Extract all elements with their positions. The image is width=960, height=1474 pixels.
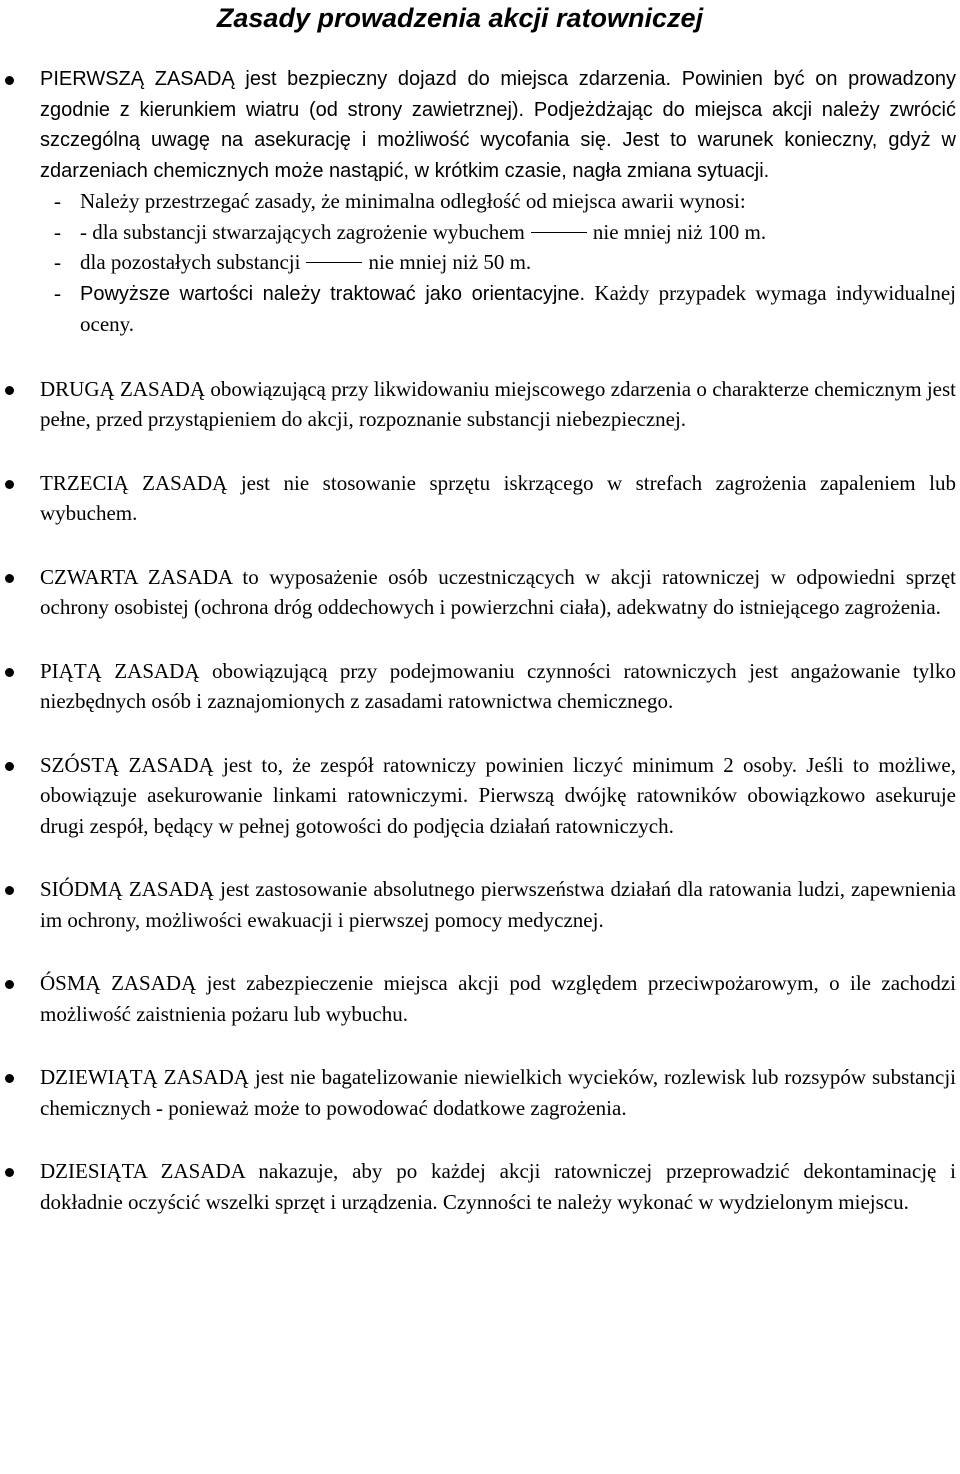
dash-marker: -	[54, 280, 61, 305]
rule-1-sublist	[40, 186, 956, 341]
sub-item-text: dla pozostałych substancji	[80, 250, 301, 274]
rule-text: PIĄTĄ ZASADĄ obowiązującą przy podejmowaniu czynności ratowniczych jest angażowanie tylko niezbędnych osób i zaznajomionych z zasadami ratownictwa chemicznego.	[40, 658, 956, 713]
sub-item	[0, 217, 956, 248]
sub-item-text: nie mniej niż 100 m.	[592, 219, 767, 244]
bullet-icon	[5, 668, 14, 677]
sub-item	[0, 186, 956, 217]
rule-text: ÓSMĄ ZASADĄ jest zabezpieczenie miejsca akcji pod względem przeciwpożarowym, o ile zachodzi możliwość zaistnienia pożaru lub wybuchu.	[40, 971, 956, 1026]
bullet-icon	[5, 574, 14, 583]
sub-item-text: - dla substancji stwarzających zagrożenie wybuchem	[80, 219, 525, 244]
rule-10	[0, 1156, 960, 1217]
bullet-icon	[5, 1168, 14, 1177]
rule-text: SZÓSTĄ ZASADĄ jest to, że zespół ratowniczy powinien liczyć minimum 2 osoby. Jeśli to możliwe, obowiązuje asekurowanie linkami ratowniczymi. Pierwszą dwójkę ratowników obowiązkowo asekuruje drugi zespół, będący w pełnej gotowości do podjęcia działań ratowniczych.	[40, 752, 956, 838]
page-title: Zasady prowadzenia akcji ratowniczej	[216, 3, 704, 33]
bullet-icon	[5, 762, 14, 771]
sub-item	[0, 278, 956, 341]
sub-item-text: Powyższe wartości należy traktować jako orientacyjne.	[80, 282, 586, 305]
bullet-icon	[5, 76, 14, 85]
rule-text: SIÓDMĄ ZASADĄ jest zastosowanie absolutnego pierwszeństwa działań dla ratowania ludzi, zapewnienia im ochrony, możliwości ewakuacji i pierwszej pomocy medycznej.	[40, 877, 956, 932]
em-dash-line	[306, 262, 362, 263]
rule-4	[0, 562, 960, 623]
em-dash-line	[531, 232, 587, 233]
rule-2	[0, 374, 960, 435]
rule-1	[0, 64, 960, 341]
bullet-icon	[5, 480, 14, 489]
rule-text: DRUGĄ ZASADĄ obowiązującą przy likwidowaniu miejscowego zdarzenia o charakterze chemicznym jest pełne, przed przystąpieniem do akcji, rozpoznanie substancji niebezpiecznej.	[40, 376, 956, 431]
dash-marker: -	[54, 219, 61, 244]
rule-text: PIERWSZĄ ZASADĄ jest bezpieczny dojazd do miejsca zdarzenia. Powinien być on prowadzony zgodnie z kierunkiem wiatru (od strony zawietrznej). Podjeżdżając do miejsca akcji należy zwrócić szczególną uwagę na asekurację i możliwość wycofania się. Jest to warunek konieczny, gdyż w zdarzeniach chemicznych może nastąpić, w krótkim czasie, nagła zmiana sytuacji.	[40, 68, 956, 182]
bullet-icon	[5, 886, 14, 895]
rule-text: DZIESIĄTA ZASADA nakazuje, aby po każdej akcji ratowniczej przeprowadzić dekontaminację i dokładnie oczyścić wszelki sprzęt i urządzenia. Czynności te należy wykonać w wydzielonym miejscu.	[40, 1159, 956, 1214]
bullet-icon	[5, 1074, 14, 1083]
rule-5	[0, 656, 960, 717]
rule-text: CZWARTA ZASADA to wyposażenie osób uczestniczących w akcji ratowniczej w odpowiedni sprzęt ochrony osobistej (ochrona dróg oddechowych i powierzchni ciała), adekwatny do istniejącego zagrożenia.	[40, 564, 956, 619]
sub-item-text: Należy przestrzegać zasady, że minimalna odległość od miejsca awarii wynosi:	[80, 189, 746, 213]
dash-marker: -	[54, 189, 61, 213]
rule-9	[0, 1062, 960, 1123]
rules-list	[0, 64, 960, 1250]
bullet-icon	[5, 980, 14, 989]
dash-marker: -	[54, 250, 61, 274]
rule-3	[0, 468, 960, 529]
rule-6	[0, 750, 960, 842]
rule-text: TRZECIĄ ZASADĄ jest nie stosowanie sprzętu iskrzącego w strefach zagrożenia zapaleniem lub wybuchem.	[40, 470, 956, 525]
sub-item-text: Każdy przypadek wymaga indywidualnej oceny.	[80, 280, 956, 336]
rule-8	[0, 968, 960, 1029]
rule-7	[0, 874, 960, 935]
bullet-icon	[5, 386, 14, 395]
sub-item-text: nie mniej niż 50 m.	[368, 250, 532, 274]
rule-text: DZIEWIĄTĄ ZASADĄ jest nie bagatelizowanie niewielkich wycieków, rozlewisk lub rozsypów substancji chemicznych - ponieważ może to powodować dodatkowe zagrożenia.	[40, 1065, 956, 1120]
sub-item	[0, 247, 956, 278]
